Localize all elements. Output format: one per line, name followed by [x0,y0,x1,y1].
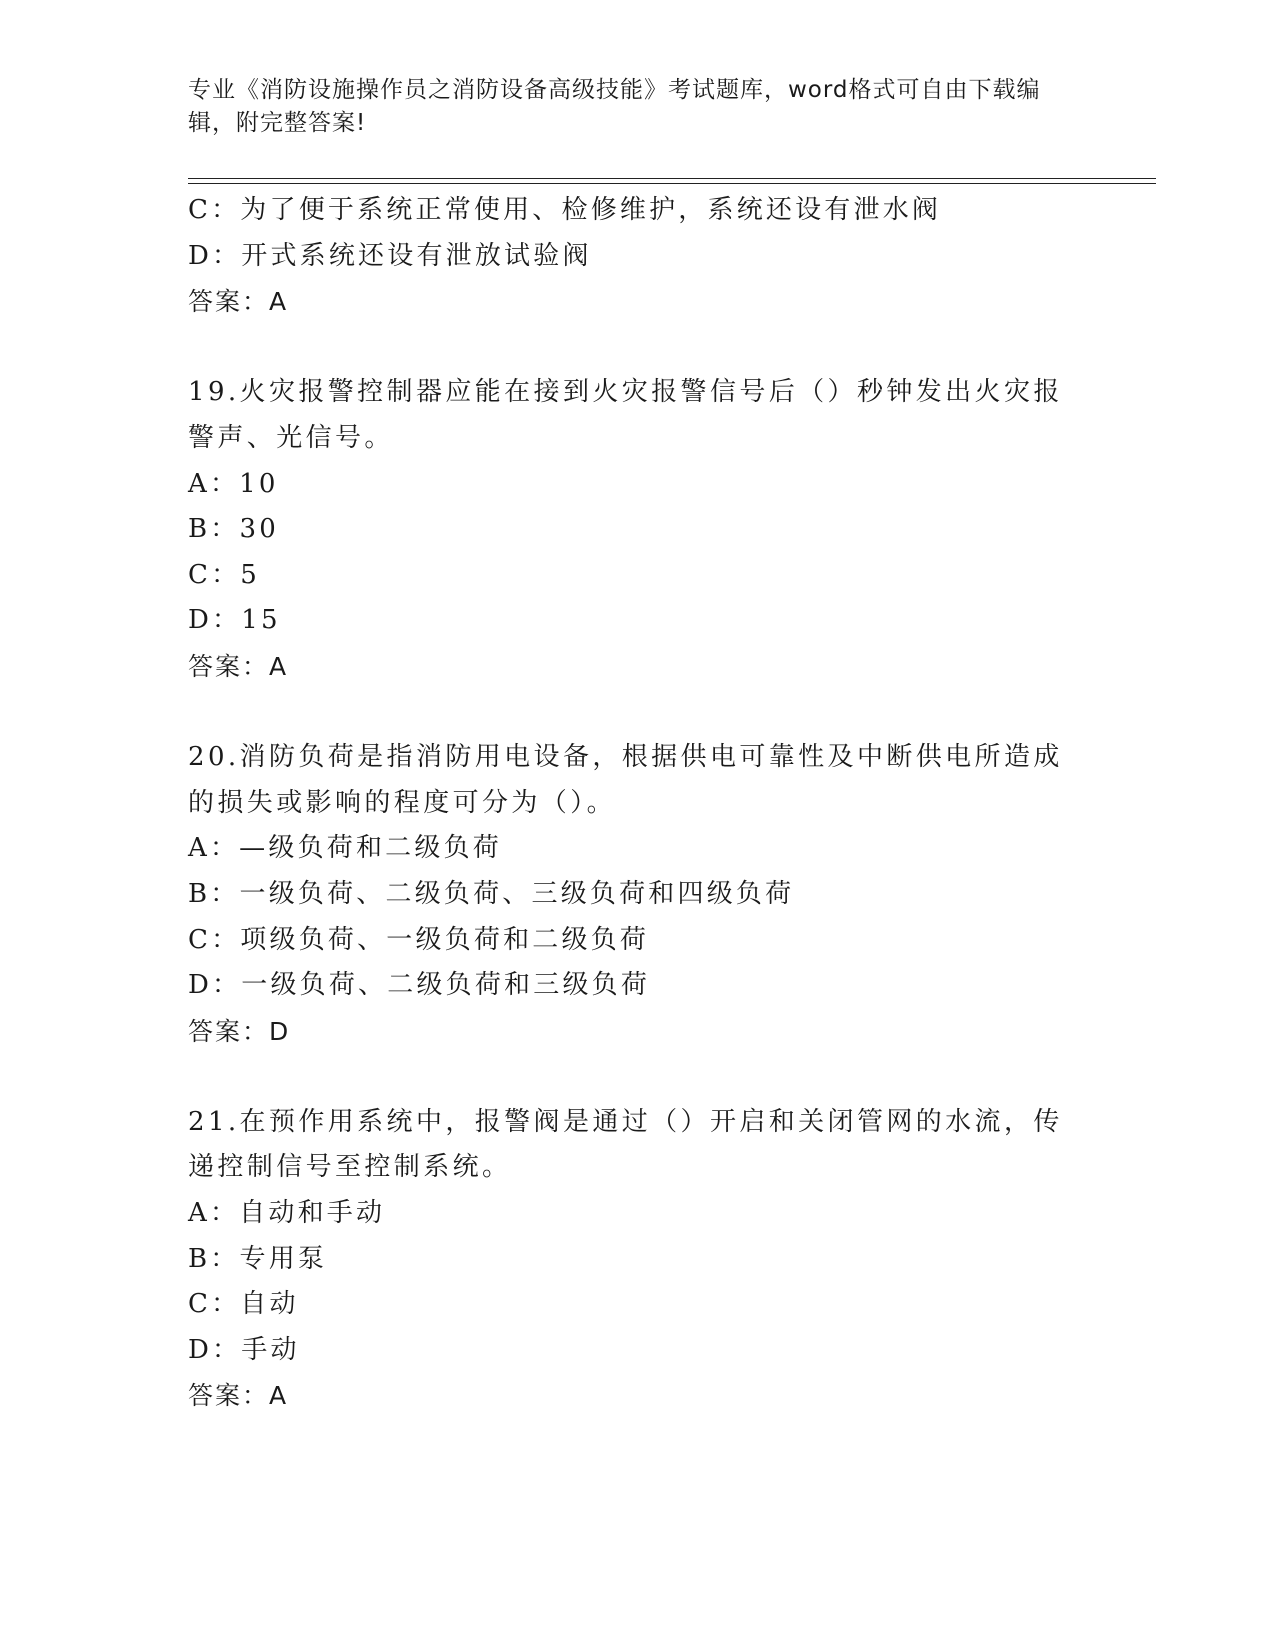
option-d: D：15 [188,605,281,636]
question-text: 21.在预作用系统中，报警阀是通过（）开启和关闭管网的水流，传递控制信号至控制系统。 [188,1106,1063,1183]
option-a: A：自动和手动 [188,1198,386,1229]
spacer [188,325,1088,371]
option-d: D：一级负荷、二级负荷和三级负荷 [188,970,651,1001]
option-a: A：10 [188,468,279,499]
spacer [188,1054,1088,1100]
answer-line: 答案：A [188,1381,289,1411]
question-text: 20.消防负荷是指消防用电设备，根据供电可靠性及中断供电所造成的损失或影响的程度可分为（）。 [188,742,1063,818]
option-d: D：开式系统还设有泄放试验阀 [188,240,592,271]
question-block-21 [188,1100,1088,1419]
question-block-20 [188,735,1088,1054]
answer-line: 答案：D [188,1016,291,1046]
question-block-19 [188,370,1088,689]
option-b: B：一级负荷、二级负荷、三级负荷和四级负荷 [188,878,795,909]
header-divider-bottom [188,183,1156,184]
option-c: C：5 [188,559,261,590]
option-c: C：项级负荷、一级负荷和二级负荷 [188,924,650,955]
answer-line: 答案：A [188,651,289,681]
spacer [188,690,1088,736]
question-text: 19.火灾报警控制器应能在接到火灾报警信号后（）秒钟发出火灾报警声、光信号。 [188,377,1063,453]
option-b: B：30 [188,514,279,545]
option-a: A：—级负荷和二级负荷 [188,833,502,864]
option-b: B：专用泵 [188,1243,328,1274]
header-divider-top [188,178,1156,179]
document-body [188,188,1088,1419]
option-c: C：自动 [188,1289,299,1320]
answer-line: 答案：A [188,287,289,317]
document-header: 专业《消防设施操作员之消防设备高级技能》考试题库，word格式可自由下载编辑，附完整答案! [188,77,1041,136]
option-c: C：为了便于系统正常使用、检修维护，系统还设有泄水阀 [188,195,942,225]
option-d: D：手动 [188,1334,300,1365]
